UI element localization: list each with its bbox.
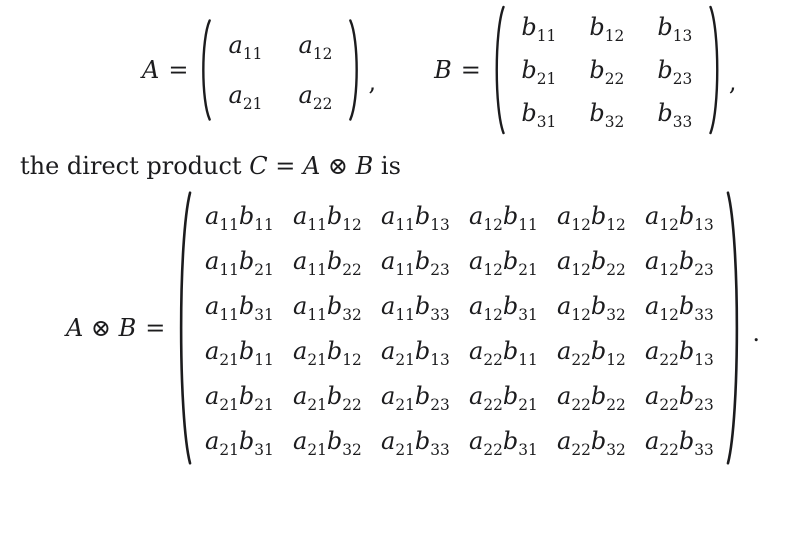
matrix-cell: $a_{22}$ <box>298 81 333 113</box>
matrix-cell: $b_{12}$ <box>589 13 625 45</box>
comma-after-b: , <box>728 68 737 96</box>
matrix-cell: $a_{12}b_{11}$ <box>469 201 538 234</box>
sentence-suffix: is <box>373 152 401 180</box>
matrix-cell: $a_{12}b_{31}$ <box>469 291 538 324</box>
matrix-cell: $a_{21}b_{11}$ <box>205 336 274 369</box>
matrix-row <box>201 373 717 418</box>
matrix-cell: $a_{12}b_{13}$ <box>645 201 714 234</box>
matrix-cell: $a_{11}b_{13}$ <box>381 201 450 234</box>
matrix-cell: $a_{21}b_{32}$ <box>293 426 362 459</box>
matrix-cell: $a_{21}b_{33}$ <box>381 426 450 459</box>
sentence-prefix: the direct product <box>20 152 250 180</box>
matrix-cell: $a_{21}b_{31}$ <box>205 426 274 459</box>
matrix-cell: $a_{11}b_{31}$ <box>205 291 274 324</box>
matrix-cell: $a_{11}b_{32}$ <box>293 291 362 324</box>
matrix-cell: $a_{22}b_{31}$ <box>469 426 538 459</box>
matrix-row <box>514 49 700 92</box>
equation-a-lhs: A <box>142 56 160 84</box>
matrix-cell: $a_{22}b_{22}$ <box>557 381 626 414</box>
matrix-cell: $b_{32}$ <box>589 99 625 131</box>
period-after-product: . <box>752 319 761 347</box>
matrix-cell: $a_{11}b_{23}$ <box>381 246 450 279</box>
matrix-row <box>220 70 340 120</box>
matrix-cell: $a_{12}b_{33}$ <box>645 291 714 324</box>
matrix-cell: $b_{33}$ <box>657 99 693 131</box>
matrix-row <box>201 283 717 328</box>
matrix-row <box>201 238 717 283</box>
matrix-cell: $a_{21}b_{23}$ <box>381 381 450 414</box>
matrix-cell: $b_{11}$ <box>521 13 557 45</box>
matrix-row <box>514 92 700 135</box>
right-paren-icon <box>725 190 744 466</box>
matrix-cell: $a_{11}b_{21}$ <box>205 246 274 279</box>
matrix-cell: $a_{22}b_{21}$ <box>469 381 538 414</box>
matrix-row <box>201 328 717 373</box>
matrix-cell: $a_{12}b_{22}$ <box>557 246 626 279</box>
matrix-cell: $b_{21}$ <box>521 56 557 88</box>
matrix-cell: $a_{22}b_{11}$ <box>469 336 538 369</box>
right-paren-icon <box>348 19 363 121</box>
matrix-cell: $b_{13}$ <box>657 13 693 45</box>
matrix-cell: $a_{12}b_{21}$ <box>469 246 538 279</box>
matrix-cell: $a_{22}b_{23}$ <box>645 381 714 414</box>
matrix-a <box>212 20 348 120</box>
matrix-cell: $a_{12}b_{12}$ <box>557 201 626 234</box>
matrix-cell: $a_{11}$ <box>228 31 263 63</box>
equation-b-lhs: B <box>434 56 452 84</box>
matrix-cell: $a_{11}b_{22}$ <box>293 246 362 279</box>
right-paren-icon <box>708 5 724 135</box>
matrix-row <box>514 6 700 49</box>
matrix-cell: $a_{21}$ <box>228 81 263 113</box>
matrix-cell: $b_{22}$ <box>589 56 625 88</box>
matrix-cell: $a_{11}b_{33}$ <box>381 291 450 324</box>
left-paren-icon <box>197 19 212 121</box>
matrix-cell: $a_{21}b_{13}$ <box>381 336 450 369</box>
matrix-cell: $a_{12}b_{32}$ <box>557 291 626 324</box>
matrix-cell: $a_{22}b_{13}$ <box>645 336 714 369</box>
matrix-cell: $a_{22}b_{32}$ <box>557 426 626 459</box>
matrix-row <box>201 193 717 238</box>
comma-after-a: , <box>368 68 377 96</box>
matrix-b <box>506 6 708 135</box>
matrix-cell: $a_{21}b_{22}$ <box>293 381 362 414</box>
matrix-cell: $a_{22}b_{33}$ <box>645 426 714 459</box>
equation-matrix-b <box>434 5 736 135</box>
matrix-definitions-row <box>142 0 800 135</box>
matrix-cell: $b_{23}$ <box>657 56 693 88</box>
matrix-cell: $a_{22}b_{12}$ <box>557 336 626 369</box>
matrix-cell: $a_{12}$ <box>298 31 333 63</box>
equation-c-lhs: A ⊗ B <box>65 314 137 342</box>
sentence-math: C = A ⊗ B <box>249 152 374 180</box>
sentence-line <box>20 152 800 180</box>
equals-sign: = <box>460 56 481 84</box>
matrix-cell: $b_{31}$ <box>521 99 557 131</box>
equation-kronecker-product <box>26 190 800 466</box>
matrix-row <box>201 418 717 463</box>
matrix-cell: $a_{21}b_{21}$ <box>205 381 274 414</box>
equation-matrix-a <box>142 19 376 121</box>
equals-sign: = <box>168 56 189 84</box>
matrix-cell: $a_{11}b_{12}$ <box>293 201 362 234</box>
matrix-cell: $a_{12}b_{23}$ <box>645 246 714 279</box>
matrix-cell: $a_{11}b_{11}$ <box>205 201 274 234</box>
left-paren-icon <box>174 190 193 466</box>
matrix-row <box>220 20 340 70</box>
left-paren-icon <box>490 5 506 135</box>
equals-sign: = <box>145 314 166 342</box>
matrix-kronecker-product <box>193 193 725 463</box>
matrix-cell: $a_{21}b_{12}$ <box>293 336 362 369</box>
